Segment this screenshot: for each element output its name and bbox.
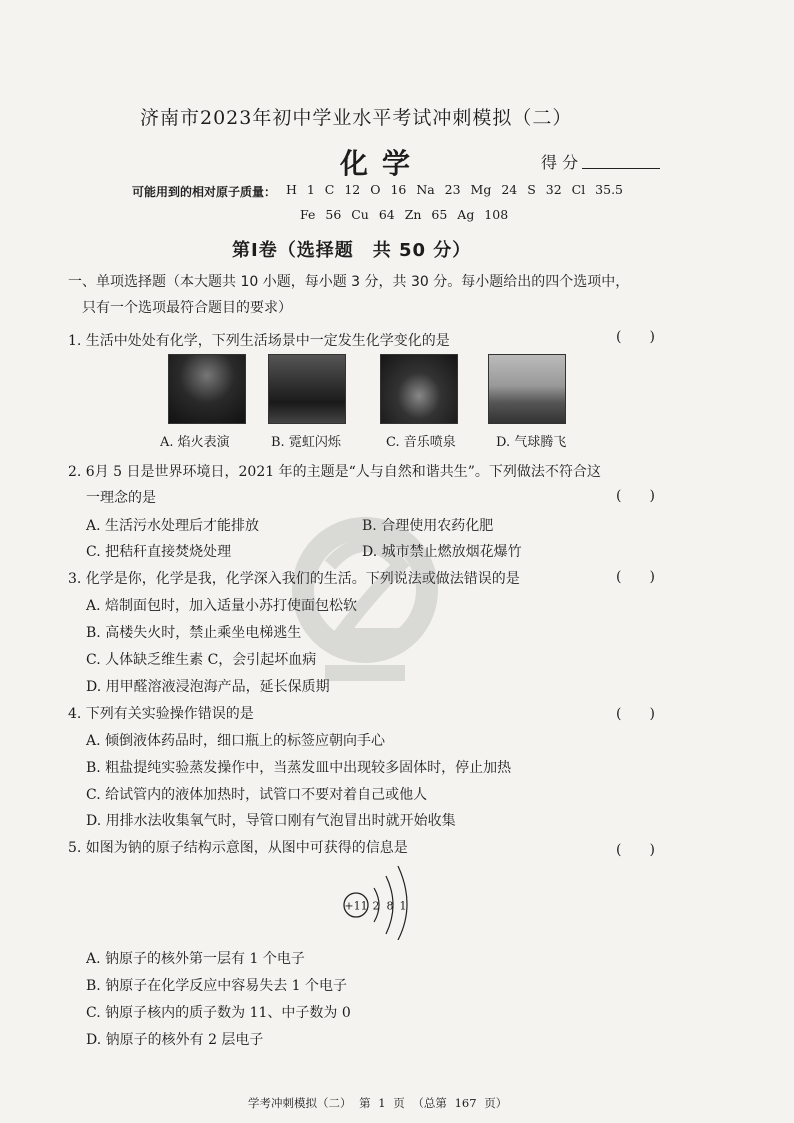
question-5-answer-paren: ( ) xyxy=(616,842,655,858)
question-2-option-b: B. 合理使用农药化肥 xyxy=(362,518,494,534)
question-5-stem: 5. 如图为钠的原子结构示意图，从图中可获得的信息是 xyxy=(68,840,408,856)
score-blank-line xyxy=(582,168,660,169)
question-3-option-a: A. 焙制面包时，加入适量小苏打使面包松软 xyxy=(86,598,358,614)
question-2-option-c: C. 把秸秆直接焚烧处理 xyxy=(86,544,232,560)
question-1-option-c: C. 音乐喷泉 xyxy=(386,435,456,450)
part-heading: 一、单项选择题（本大题共 10 小题，每小题 3 分，共 30 分。每小题给出的四个选项中， xyxy=(68,274,630,290)
question-3-answer-paren: ( ) xyxy=(616,569,655,585)
question-3-option-d: D. 用甲醛溶液浸泡海产品，延长保质期 xyxy=(86,679,330,695)
question-3-stem: 3. 化学是你，化学是我，化学深入我们的生活。下列说法或做法错误的是 xyxy=(68,571,520,587)
question-1-answer-paren: ( ) xyxy=(616,329,655,345)
question-4-option-d: D. 用排水法收集氧气时，导管口刚有气泡冒出时就开始收集 xyxy=(86,813,456,829)
question-1-option-a: A. 焰火表演 xyxy=(160,435,230,450)
section-title: 第Ⅰ卷（选择题 共 50 分） xyxy=(232,240,472,261)
question-5-option-c: C. 钠原子核内的质子数为 11、中子数为 0 xyxy=(86,1005,351,1021)
question-5-option-a: A. 钠原子的核外第一层有 1 个电子 xyxy=(86,951,305,967)
music-fountain-image xyxy=(380,354,458,424)
question-2-stem: 2. 6月 5 日是世界环境日，2021 年的主题是“人与自然和谐共生”。下列做法不符合这 xyxy=(68,464,601,480)
nucleus-charge: +11 xyxy=(344,899,368,913)
atomic-mass-row-2: Fe 56 Cu 64 Zn 65 Ag 108 xyxy=(300,207,509,222)
question-5-option-d: D. 钠原子的核外有 2 层电子 xyxy=(86,1032,264,1048)
question-2-option-d: D. 城市禁止燃放烟花爆竹 xyxy=(362,544,522,560)
question-4-stem: 4. 下列有关实验操作错误的是 xyxy=(68,706,254,722)
exam-title: 济南市2023年初中学业水平考试冲刺模拟（二） xyxy=(140,107,573,129)
watermark-logo xyxy=(290,505,440,695)
score-label: 得 分 xyxy=(541,153,579,172)
question-1-option-b: B. 霓虹闪烁 xyxy=(271,435,341,450)
shell-2-count: 8 xyxy=(386,899,394,913)
atomic-mass-row-1: H 1 C 12 O 16 Na 23 Mg 24 S 32 Cl 35.5 xyxy=(286,182,623,197)
question-4-answer-paren: ( ) xyxy=(616,706,655,722)
page-footer: 学考冲刺模拟（二） 第 1 页 （总第 167 页） xyxy=(248,1096,508,1110)
shell-3-count: 1 xyxy=(399,899,407,913)
question-4-option-b: B. 粗盐提纯实验蒸发操作中，当蒸发皿中出现较多固体时，停止加热 xyxy=(86,760,512,776)
question-1-option-d: D. 气球腾飞 xyxy=(496,435,567,450)
fireworks-image xyxy=(168,354,246,424)
question-4-option-a: A. 倾倒液体药品时，细口瓶上的标签应朝向手心 xyxy=(86,733,386,749)
question-2-option-a: A. 生活污水处理后才能排放 xyxy=(86,518,260,534)
neon-lights-image xyxy=(268,354,346,424)
question-3-option-b: B. 高楼失火时，禁止乘坐电梯逃生 xyxy=(86,625,302,641)
question-5-option-b: B. 钠原子在化学反应中容易失去 1 个电子 xyxy=(86,978,347,994)
shell-1-count: 2 xyxy=(372,899,380,913)
subject-title: 化学 xyxy=(340,147,425,180)
sodium-atom-diagram xyxy=(336,860,426,940)
part-heading-cont: 只有一个选项最符合题目的要求） xyxy=(82,300,292,316)
question-3-option-c: C. 人体缺乏维生素 C，会引起坏血病 xyxy=(86,652,317,668)
question-2-stem-cont: 一理念的是 xyxy=(86,490,156,506)
question-2-answer-paren: ( ) xyxy=(616,488,655,504)
balloon-image xyxy=(488,354,566,424)
question-4-option-c: C. 给试管内的液体加热时，试管口不要对着自己或他人 xyxy=(86,787,428,803)
atomic-mass-label: 可能用到的相对原子质量： xyxy=(132,185,277,199)
question-1-stem: 1. 生活中处处有化学，下列生活场景中一定发生化学变化的是 xyxy=(68,333,450,349)
